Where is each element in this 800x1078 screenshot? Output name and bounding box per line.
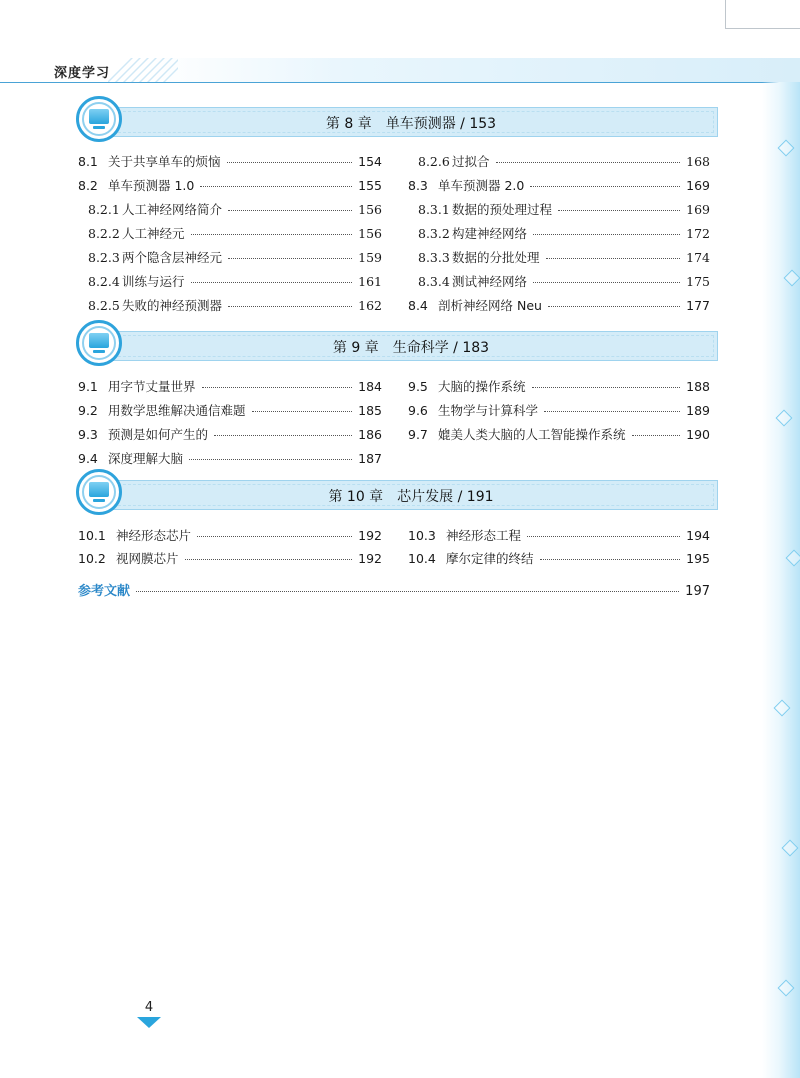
- chapter-banner-8: [82, 107, 718, 137]
- references-title: 参考文献: [78, 584, 131, 599]
- section-number: 8.4: [408, 298, 428, 313]
- toc-entry[interactable]: [88, 200, 382, 218]
- section-title: 两个隐含层神经元: [122, 250, 223, 265]
- dot-leader: [540, 559, 681, 560]
- dot-leader: [228, 306, 352, 307]
- toc-entry[interactable]: [88, 272, 382, 290]
- toc-entry[interactable]: [408, 296, 710, 314]
- chapter-title: 第 10 章 芯片发展 / 191: [328, 489, 494, 505]
- section-number: 9.3: [78, 427, 98, 442]
- section-title: 媲美人类大脑的人工智能操作系统: [438, 427, 626, 442]
- monitor-icon: [76, 469, 122, 515]
- dot-leader: [228, 258, 352, 259]
- page-ref: 169: [686, 202, 710, 217]
- section-number: 8.2.2: [88, 226, 120, 241]
- page-ref: 175: [686, 274, 710, 289]
- toc-entry[interactable]: [88, 224, 382, 242]
- page-ref: 155: [358, 178, 382, 193]
- section-title: 剖析神经网络 Neu: [438, 298, 542, 313]
- page-ref: 154: [358, 154, 382, 169]
- page-ref: 184: [358, 379, 382, 394]
- section-number: 9.4: [78, 451, 98, 466]
- section-number: 8.2.1: [88, 202, 120, 217]
- page-ref: 156: [358, 202, 382, 217]
- section-number: 8.3.3: [418, 250, 450, 265]
- dot-leader: [558, 210, 680, 211]
- dot-leader: [544, 411, 680, 412]
- dot-leader: [527, 536, 680, 537]
- dot-leader: [185, 559, 353, 560]
- toc-entry[interactable]: [78, 152, 382, 170]
- section-title: 数据的分批处理: [452, 250, 540, 265]
- dot-leader: [191, 282, 353, 283]
- section-title: 用数学思维解决通信难题: [108, 403, 246, 418]
- page-ref: 190: [686, 427, 710, 442]
- dot-leader: [533, 234, 680, 235]
- section-number: 8.2: [78, 178, 98, 193]
- corner-tab: [725, 0, 800, 29]
- section-title: 单车预测器 1.0: [108, 178, 195, 193]
- section-title: 关于共享单车的烦恼: [108, 154, 221, 169]
- page-ref: 174: [686, 250, 710, 265]
- toc-entry[interactable]: [78, 401, 382, 419]
- section-number: 8.2.3: [88, 250, 120, 265]
- section-title: 构建神经网络: [452, 226, 528, 241]
- monitor-icon: [76, 96, 122, 142]
- section-title: 神经形态芯片: [116, 528, 192, 543]
- toc-entry[interactable]: [408, 176, 710, 194]
- page-ref: 194: [686, 528, 710, 543]
- section-number: 9.6: [408, 403, 428, 418]
- section-title: 人工神经元: [122, 226, 185, 241]
- toc-entry[interactable]: [78, 449, 382, 467]
- section-number: 9.2: [78, 403, 98, 418]
- page-ref: 186: [358, 427, 382, 442]
- book-title: 深度学习: [54, 66, 111, 81]
- section-number: 8.3: [408, 178, 428, 193]
- dot-leader: [202, 387, 353, 388]
- section-title: 深度理解大脑: [108, 451, 184, 466]
- section-number: 10.1: [78, 528, 106, 543]
- dot-leader: [548, 306, 680, 307]
- section-title: 用字节丈量世界: [108, 379, 196, 394]
- section-number: 10.3: [408, 528, 436, 543]
- section-title: 预测是如何产生的: [108, 427, 209, 442]
- toc-entry[interactable]: [408, 425, 710, 443]
- dot-leader: [252, 411, 353, 412]
- toc-entry-references[interactable]: [78, 580, 710, 599]
- toc-entry[interactable]: [408, 549, 710, 567]
- page-ref: 169: [686, 178, 710, 193]
- section-title: 视网膜芯片: [116, 551, 179, 566]
- page-ref: 156: [358, 226, 382, 241]
- dot-leader: [546, 258, 681, 259]
- toc-entry[interactable]: [88, 248, 382, 266]
- dot-leader: [189, 459, 352, 460]
- dot-leader: [496, 162, 681, 163]
- toc-entry[interactable]: [88, 296, 382, 314]
- section-number: 8.1: [78, 154, 98, 169]
- dot-leader: [227, 162, 353, 163]
- toc-entry[interactable]: [408, 377, 710, 395]
- toc-entry[interactable]: [418, 200, 710, 218]
- section-title: 数据的预处理过程: [452, 202, 553, 217]
- header-stripes: [108, 58, 178, 82]
- toc-entry[interactable]: [78, 377, 382, 395]
- toc-entry[interactable]: [418, 272, 710, 290]
- toc-entry[interactable]: [418, 248, 710, 266]
- chapter-banner-10: [82, 480, 718, 510]
- page-ref: 192: [358, 551, 382, 566]
- section-number: 9.5: [408, 379, 428, 394]
- page-ref: 187: [358, 451, 382, 466]
- chapter-title: 第 8 章 单车预测器 / 153: [325, 116, 497, 132]
- dot-leader: [197, 536, 352, 537]
- page-number: 4: [144, 1000, 154, 1015]
- references-page: 197: [685, 584, 710, 599]
- dot-leader: [228, 210, 352, 211]
- dot-leader: [136, 591, 679, 592]
- dot-leader: [530, 186, 680, 187]
- section-title: 过拟合: [452, 154, 490, 169]
- page-ref: 161: [358, 274, 382, 289]
- page-ref: 159: [358, 250, 382, 265]
- dot-leader: [214, 435, 352, 436]
- page-ref: 168: [686, 154, 710, 169]
- section-number: 10.2: [78, 551, 106, 566]
- section-number: 9.1: [78, 379, 98, 394]
- section-number: 8.2.4: [88, 274, 120, 289]
- section-number: 8.3.4: [418, 274, 450, 289]
- section-number: 8.3.2: [418, 226, 450, 241]
- section-title: 摩尔定律的终结: [446, 551, 534, 566]
- chapter-banner-9: [82, 331, 718, 361]
- section-title: 生物学与计算科学: [438, 403, 539, 418]
- side-decoration: [762, 82, 800, 1078]
- section-title: 训练与运行: [122, 274, 185, 289]
- section-title: 大脑的操作系统: [438, 379, 526, 394]
- section-title: 人工神经网络简介: [122, 202, 223, 217]
- section-number: 8.2.5: [88, 298, 120, 313]
- toc-entry[interactable]: [78, 176, 382, 194]
- toc-entry[interactable]: [78, 549, 382, 567]
- toc-entry[interactable]: [78, 425, 382, 443]
- chapter-title: 第 9 章 生命科学 / 183: [332, 340, 490, 356]
- section-title: 单车预测器 2.0: [438, 178, 525, 193]
- section-title: 失败的神经预测器: [122, 298, 223, 313]
- page-marker-triangle-icon: [137, 1017, 161, 1028]
- dot-leader: [191, 234, 353, 235]
- toc-entry[interactable]: [418, 224, 710, 242]
- section-title: 测试神经网络: [452, 274, 528, 289]
- dot-leader: [632, 435, 681, 436]
- page-ref: 185: [358, 403, 382, 418]
- section-number: 9.7: [408, 427, 428, 442]
- toc-entry[interactable]: [418, 152, 710, 170]
- page-ref: 192: [358, 528, 382, 543]
- toc-entry[interactable]: [408, 401, 710, 419]
- page-ref: 195: [686, 551, 710, 566]
- page-ref: 162: [358, 298, 382, 313]
- dot-leader: [533, 282, 680, 283]
- toc-entry[interactable]: [78, 526, 382, 544]
- dot-leader: [532, 387, 681, 388]
- section-number: 8.3.1: [418, 202, 450, 217]
- dot-leader: [200, 186, 352, 187]
- page-ref: 177: [686, 298, 710, 313]
- monitor-icon: [76, 320, 122, 366]
- page-ref: 172: [686, 226, 710, 241]
- page-ref: 188: [686, 379, 710, 394]
- section-title: 神经形态工程: [446, 528, 522, 543]
- page-ref: 189: [686, 403, 710, 418]
- section-number: 10.4: [408, 551, 436, 566]
- section-number: 8.2.6: [418, 154, 450, 169]
- toc-entry[interactable]: [408, 526, 710, 544]
